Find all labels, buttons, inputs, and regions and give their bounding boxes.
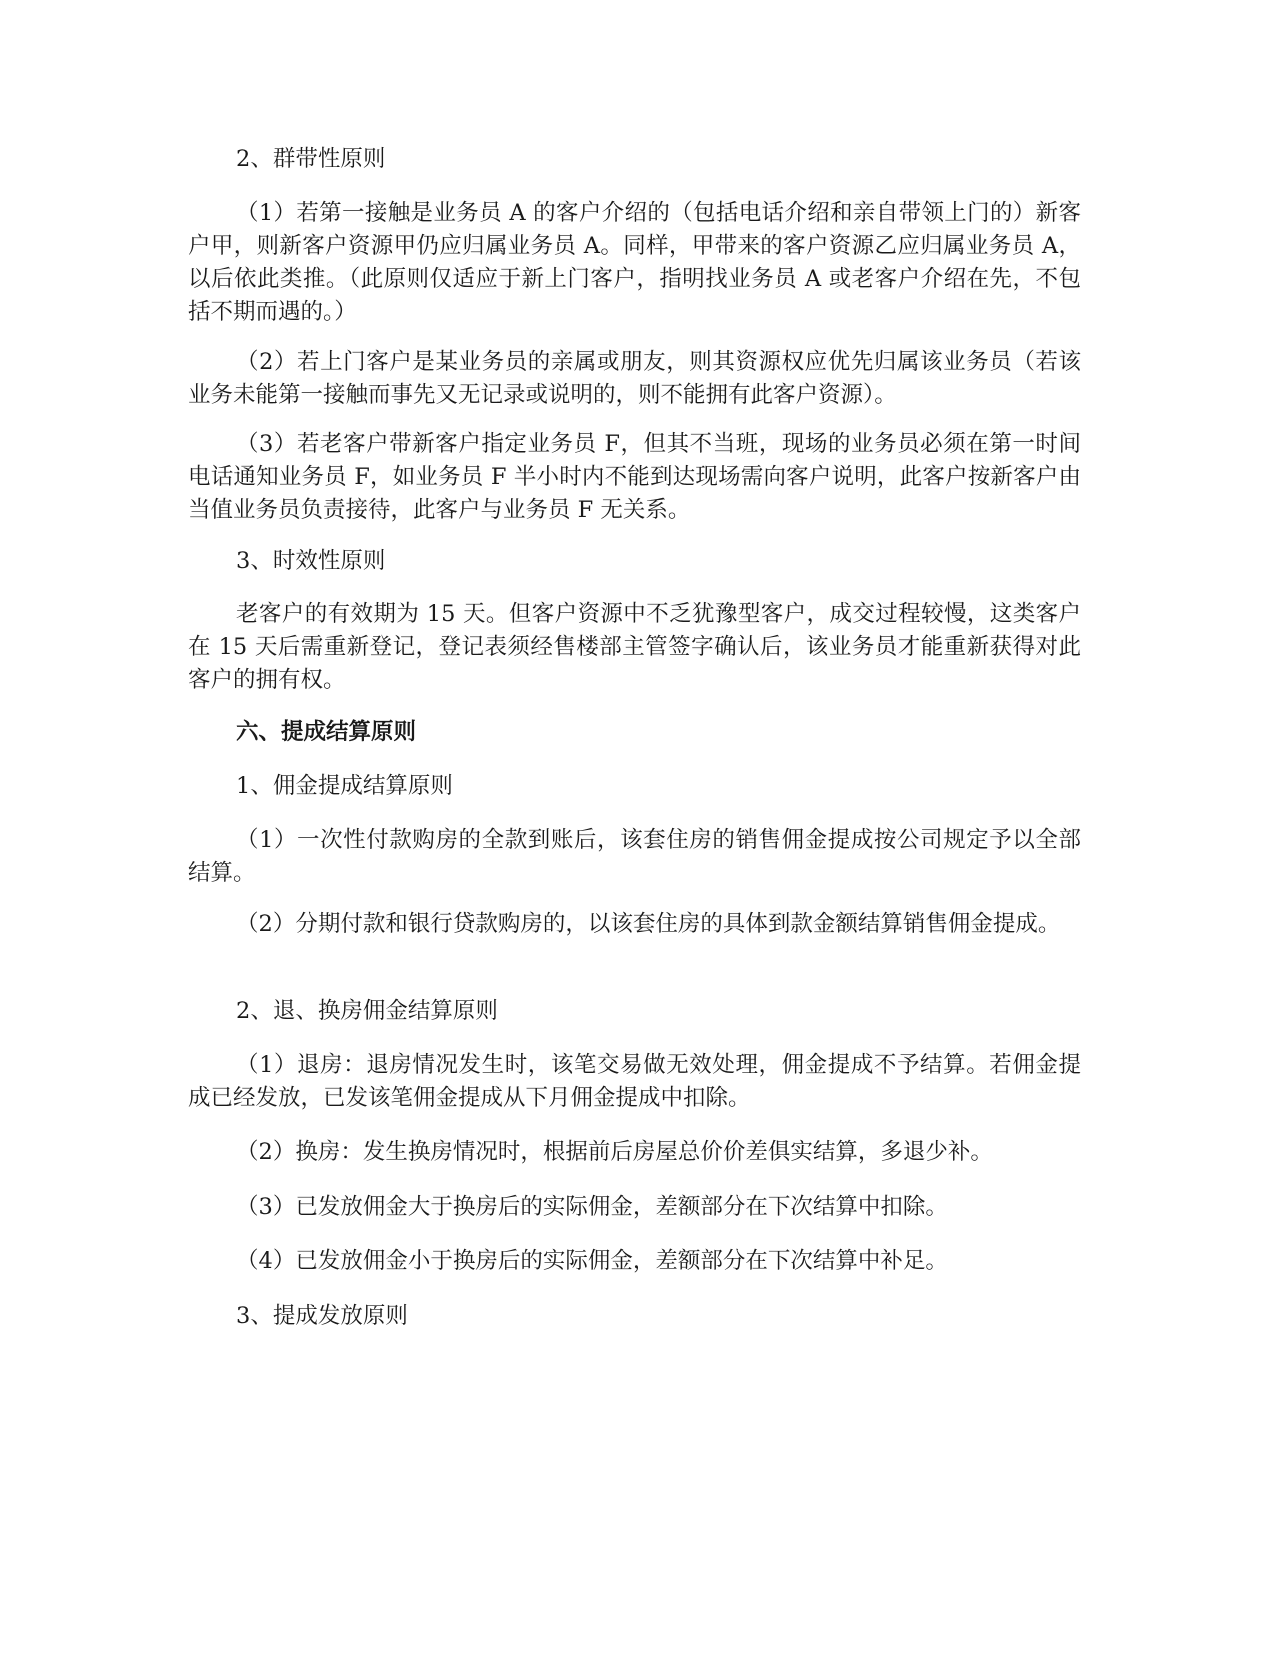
paragraph-installment: （2）分期付款和银行贷款购房的，以该套住房的具体到款金额结算销售佣金提成。	[236, 911, 1061, 937]
paragraph-rule-3: （3）若老客户带新客户指定业务员 F，但其不当班，现场的业务员必须在第一时间电话通知业务员 F，如业务员 F 半小时内不能到达现场需向客户说明，此客户按新客户由当值业务员负责接待，此客户与业务员 F 无关系。	[188, 431, 1081, 523]
paragraph-overpaid: （3）已发放佣金大于换房后的实际佣金，差额部分在下次结算中扣除。	[236, 1194, 948, 1220]
subheading-commission-settlement: 1、佣金提成结算原则	[236, 773, 453, 799]
paragraph-rule-2: （2）若上门客户是某业务员的亲属或朋友，则其资源权应优先归属该业务员（若该业务未能第一接触而事先又无记录或说明的，则不能拥有此客户资源）。	[188, 349, 1081, 408]
subheading-timeliness-principle: 3、时效性原则	[236, 548, 386, 574]
paragraph-underpaid: （4）已发放佣金小于换房后的实际佣金，差额部分在下次结算中补足。	[236, 1248, 948, 1274]
paragraph-timeliness: 老客户的有效期为 15 天。但客户资源中不乏犹豫型客户，成交过程较慢，这类客户在 15 天后需重新登记，登记表须经售楼部主管签字确认后，该业务员才能重新获得对此客户的拥有权。	[188, 601, 1081, 693]
subheading-group-principle: 2、群带性原则	[236, 146, 386, 172]
paragraph-rule-1: （1）若第一接触是业务员 A 的客户介绍的（包括电话介绍和亲自带领上门的）新客户甲，则新客户资源甲仍应归属业务员 A。同样，甲带来的客户资源乙应归属业务员 A，以后依此类推。（此原则仅适应于新上门客户，指明找业务员 A 或老客户介绍在先，不包括不期而遇的。）	[188, 200, 1081, 325]
subheading-refund-exchange: 2、退、换房佣金结算原则	[236, 998, 498, 1024]
paragraph-exchange: （2）换房：发生换房情况时，根据前后房屋总价价差俱实结算，多退少补。	[236, 1139, 993, 1165]
paragraph-refund: （1）退房：退房情况发生时，该笔交易做无效处理，佣金提成不予结算。若佣金提成已经发放，已发该笔佣金提成从下月佣金提成中扣除。	[188, 1052, 1081, 1111]
paragraph-full-payment: （1）一次性付款购房的全款到账后，该套住房的销售佣金提成按公司规定予以全部结算。	[188, 827, 1081, 886]
subheading-payout-principle: 3、提成发放原则	[236, 1303, 408, 1329]
section-heading-commission: 六、提成结算原则	[236, 719, 417, 745]
